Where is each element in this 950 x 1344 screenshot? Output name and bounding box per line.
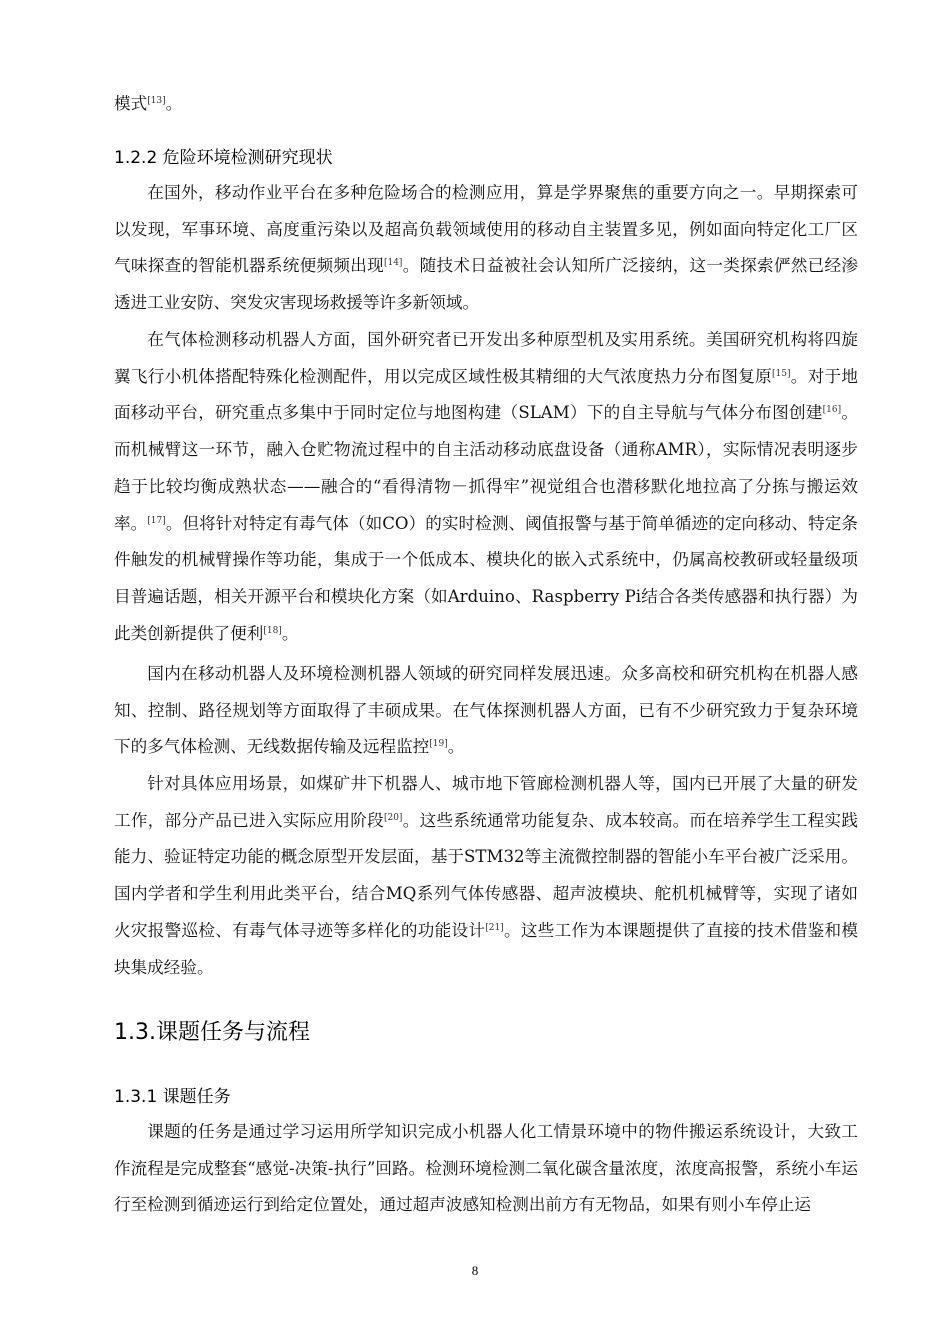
text-run: 。: [281, 623, 299, 643]
citation: [20]: [383, 812, 403, 823]
text-run: 。随技术日益被社会认知所广泛接纳，这一类探索俨然已经渗透进工业安防、突发灾害现场救援等许多新领域。: [114, 256, 859, 313]
paragraph-domestic-overview: [114, 656, 858, 766]
text-run: 。: [165, 94, 183, 113]
citation: [17]: [147, 515, 166, 526]
paragraph-task-description: [114, 1114, 858, 1224]
text-run: 在气体检测移动机器人方面，国外研究者已开发出多种原型机及实用系统。美国研究机构将四旋翼飞行小机体搭配特殊化检测配件，用以完成区域性极其精细的大气浓度热力分布图复原: [114, 330, 858, 386]
page-number: 8: [471, 1263, 479, 1278]
text-run: 模式: [114, 94, 148, 113]
citation: [16]: [822, 405, 842, 416]
text-run: 国内在移动机器人及环境检测机器人领域的研究同样发展迅速。众多高校和研究机构在机器人感知、控制、路径规划等方面取得了丰硕成果。在气体探测机器人方面，已有不少研究致力于复杂环境下的多气体检测、无线数据传输及远程监控: [114, 664, 858, 757]
text-run: 。这些系统通常功能复杂、成本较高。而在培养学生工程实践能力、验证特定功能的概念原型开发层面，基于STM32等主流微控制器的智能小车平台被广泛采用。国内学者和学生利用此类平台，结合MQ系列气体传感器、超声波模块、舵机机械臂等，实现了诸如火灾报警巡检、有毒气体寻迹等多样化的功能设计: [114, 810, 859, 940]
citation: [19]: [429, 739, 448, 750]
citation: [15]: [772, 368, 791, 379]
section-heading-1-2-2: 1.2.2 危险环境检测研究现状: [114, 148, 333, 168]
citation: [18]: [263, 625, 282, 636]
citation: [13]: [147, 96, 166, 106]
paragraph-domestic-applications: [114, 766, 858, 986]
text-run: 。这些工作为本课题提供了直接的技术借鉴和模块集成经验。: [114, 920, 859, 977]
section-heading-1-3-1: 1.3.1 课题任务: [114, 1087, 231, 1107]
text-run: 。但将针对特定有毒气体（如CO）的实时检测、阈值报警与基于简单循迹的定向移动、特定条件触发的机械臂操作等功能，集成于一个低成本、模块化的嵌入式系统中，仍属高校教研或轻量级项目普遍话题，相关开源平台和模块化方案（如Arduino、Raspberry Pi结合各类传感器和执行器）为此类创新提供了便利: [114, 513, 858, 643]
text-run: 课题的任务是通过学习运用所学知识完成小机器人化工情景环境中的物件搬运系统设计，大致工作流程是完成整套“感觉-决策-执行”回路。检测环境检测二氧化碳含量浓度，浓度高报警，系统小车运行至检测到循迹运行到给定位置处，通过超声波感知检测出前方有无物品，如果有则小车停止运: [114, 1122, 858, 1215]
paragraph-gas-robots-foreign: [114, 322, 858, 652]
citation: [21]: [485, 922, 504, 933]
section-heading-1-3: 1.3.课题任务与流程: [114, 1020, 310, 1045]
text-run: 。对于地面移动平台，研究重点多集中于同时定位与地图构建（SLAM）下的自主导航与气体分布图创建: [114, 366, 859, 423]
paragraph-foreign-overview: [114, 175, 858, 322]
text-run: 。而机械臂这一环节，融入仓贮物流过程中的自主活动移动底盘设备（通称AMR），实际情况表明逐步趋于比较均衡成熟状态——融合的“看得清物－抓得牢”视觉组合也潜移默化地拉高了分拣与搬运效率。: [114, 403, 859, 533]
paragraph-continuation: [114, 86, 858, 123]
citation: [14]: [383, 258, 403, 269]
text-run: 针对具体应用场景，如煤矿井下机器人、城市地下管廊检测机器人等，国内已开展了大量的研发工作，部分产品已进入实际应用阶段: [114, 774, 858, 830]
text-run: 。: [447, 737, 465, 757]
text-run: 在国外，移动作业平台在多种危险场合的检测应用，算是学界聚焦的重要方向之一。早期探索可以发现，军事环境、高度重污染以及超高负载领域使用的移动自主装置多见，例如面向特定化工厂区气味探查的智能机器系统便频频出现: [114, 183, 858, 276]
